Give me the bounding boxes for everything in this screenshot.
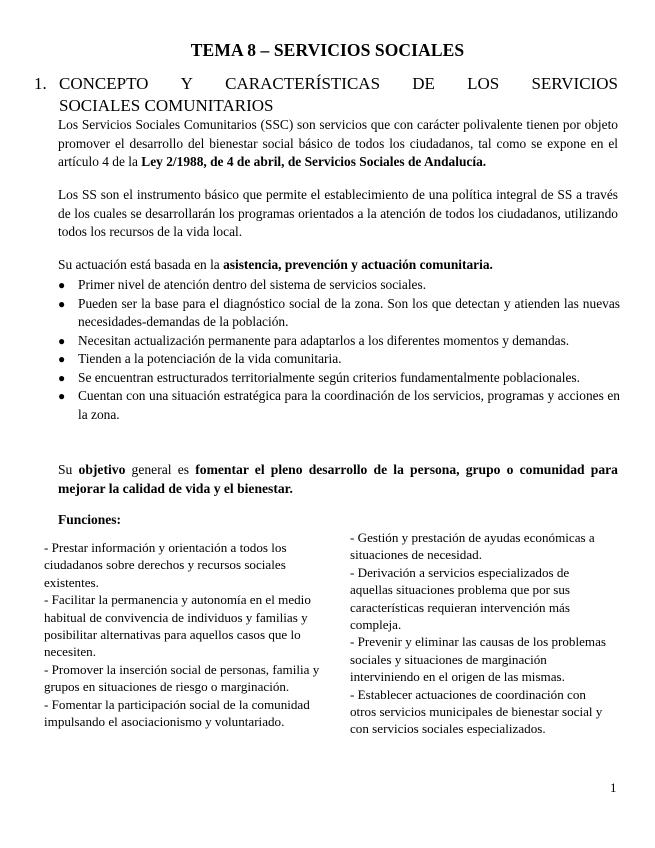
- function-item: - Fomentar la participación social de la comunidad impulsando el asociacionismo y voluntariado.: [44, 696, 310, 730]
- list-item: [58, 369, 620, 388]
- bullet-icon: ●: [58, 370, 66, 385]
- bullet-icon: ●: [58, 278, 66, 292]
- law-reference: Ley 2/1988, de 4 de abril, de Servicios Sociales de Andalucía.: [141, 154, 487, 169]
- function-item: - Promover la inserción social de personas, familia y grupos en situaciones de riesgo o marginación.: [44, 661, 320, 695]
- paragraph-ssc-definition: [58, 116, 618, 172]
- heading-word: LOS: [467, 74, 500, 93]
- paragraph-text: Los Servicios Sociales Comunitarios (SSC) son servicios que con carácter polivalente tienen por objeto promover el desarrollo del bienestar social básico de todos los ciudadanos, tal como se expone en el artículo 4 de la: [58, 117, 618, 169]
- actuacion-keywords: asistencia, prevención y actuación comunitaria.: [223, 257, 493, 272]
- heading-line-2: SOCIALES COMUNITARIOS: [59, 96, 274, 115]
- heading-word: Y: [180, 74, 193, 93]
- list-item-text: Se encuentran estructurados territorialmente según criterios fundamentalmente poblacionales.: [78, 369, 580, 385]
- bullet-icon: ●: [58, 333, 66, 348]
- paragraph-objetivo: [58, 460, 618, 498]
- characteristics-list: [58, 276, 620, 424]
- heading-word: CONCEPTO: [59, 74, 149, 93]
- list-item: [58, 295, 620, 332]
- list-item: [58, 387, 620, 424]
- paragraph-actuacion: [58, 256, 618, 275]
- list-item: [58, 332, 620, 351]
- section-heading: [34, 73, 618, 117]
- bullet-icon: ●: [58, 296, 66, 311]
- list-item: [58, 350, 620, 369]
- functions-left-column: [44, 539, 329, 730]
- list-item-text: Pueden ser la base para el diagnóstico social de la zona. Son los que detectan y atienden las nuevas necesidades-demandas de la población.: [78, 295, 620, 329]
- function-item: - Prevenir y eliminar las causas de los problemas sociales y situaciones de marginación interviniendo en el origen de las mismas.: [350, 634, 606, 685]
- functions-title: Funciones:: [58, 512, 122, 527]
- function-item: - Gestión y prestación de ayudas económicas a situaciones de necesidad.: [350, 530, 595, 563]
- function-item: - Prestar información y orientación a todos los ciudadanos sobre derechos y recursos sociales existentes.: [44, 540, 287, 590]
- paragraph-ss-instrument: Los SS son el instrumento básico que permite el establecimiento de una política integral de SS a través de los cuales se desarrollarán los programas orientados a la atención de todos los ciudadanos, utilizando todos los recursos de la vida local.: [58, 187, 618, 239]
- heading-word: CARACTERÍSTICAS: [225, 74, 381, 93]
- list-item-text: Primer nivel de atención dentro del sistema de servicios sociales.: [78, 277, 427, 292]
- bullet-icon: ●: [58, 389, 66, 403]
- document-title: TEMA 8 – SERVICIOS SOCIALES: [190, 40, 465, 60]
- heading-word: SERVICIOS: [531, 74, 618, 93]
- heading-word: DE: [412, 74, 435, 93]
- paragraph-text: general es: [125, 462, 196, 477]
- section-number: 1.: [34, 74, 47, 93]
- list-item-text: Necesitan actualización permanente para adaptarlos a los diferentes momentos y demandas.: [78, 332, 570, 348]
- functions-right-column: [350, 529, 612, 738]
- bullet-icon: ●: [58, 352, 66, 366]
- list-item: [58, 276, 620, 295]
- function-item: - Establecer actuaciones de coordinación con otros servicios municipales de bienestar social y con servicios sociales especializados.: [350, 686, 603, 737]
- objetivo-keyword: objetivo: [78, 462, 126, 477]
- paragraph-text: Su actuación está basada en la: [58, 257, 224, 272]
- page-number: 1: [610, 780, 617, 795]
- objetivo-statement: fomentar el pleno desarrollo de la persona, grupo o comunidad para mejorar la calidad de vida y el bienestar.: [58, 462, 618, 496]
- list-item-text: Tienden a la potenciación de la vida comunitaria.: [78, 351, 342, 366]
- list-item-text: Cuentan con una situación estratégica para la coordinación de los servicios, programas y acciones en la zona.: [78, 388, 620, 422]
- function-item: - Derivación a servicios especializados de aquellas situaciones problema que por sus características requieran intervención más compleja.: [350, 564, 570, 633]
- paragraph-text: Su: [58, 462, 79, 477]
- function-item: - Facilitar la permanencia y autonomía en el medio habitual de convivencia de individuos y familias y posibilitar alternativas para aquellos casos que lo necesiten.: [44, 592, 311, 660]
